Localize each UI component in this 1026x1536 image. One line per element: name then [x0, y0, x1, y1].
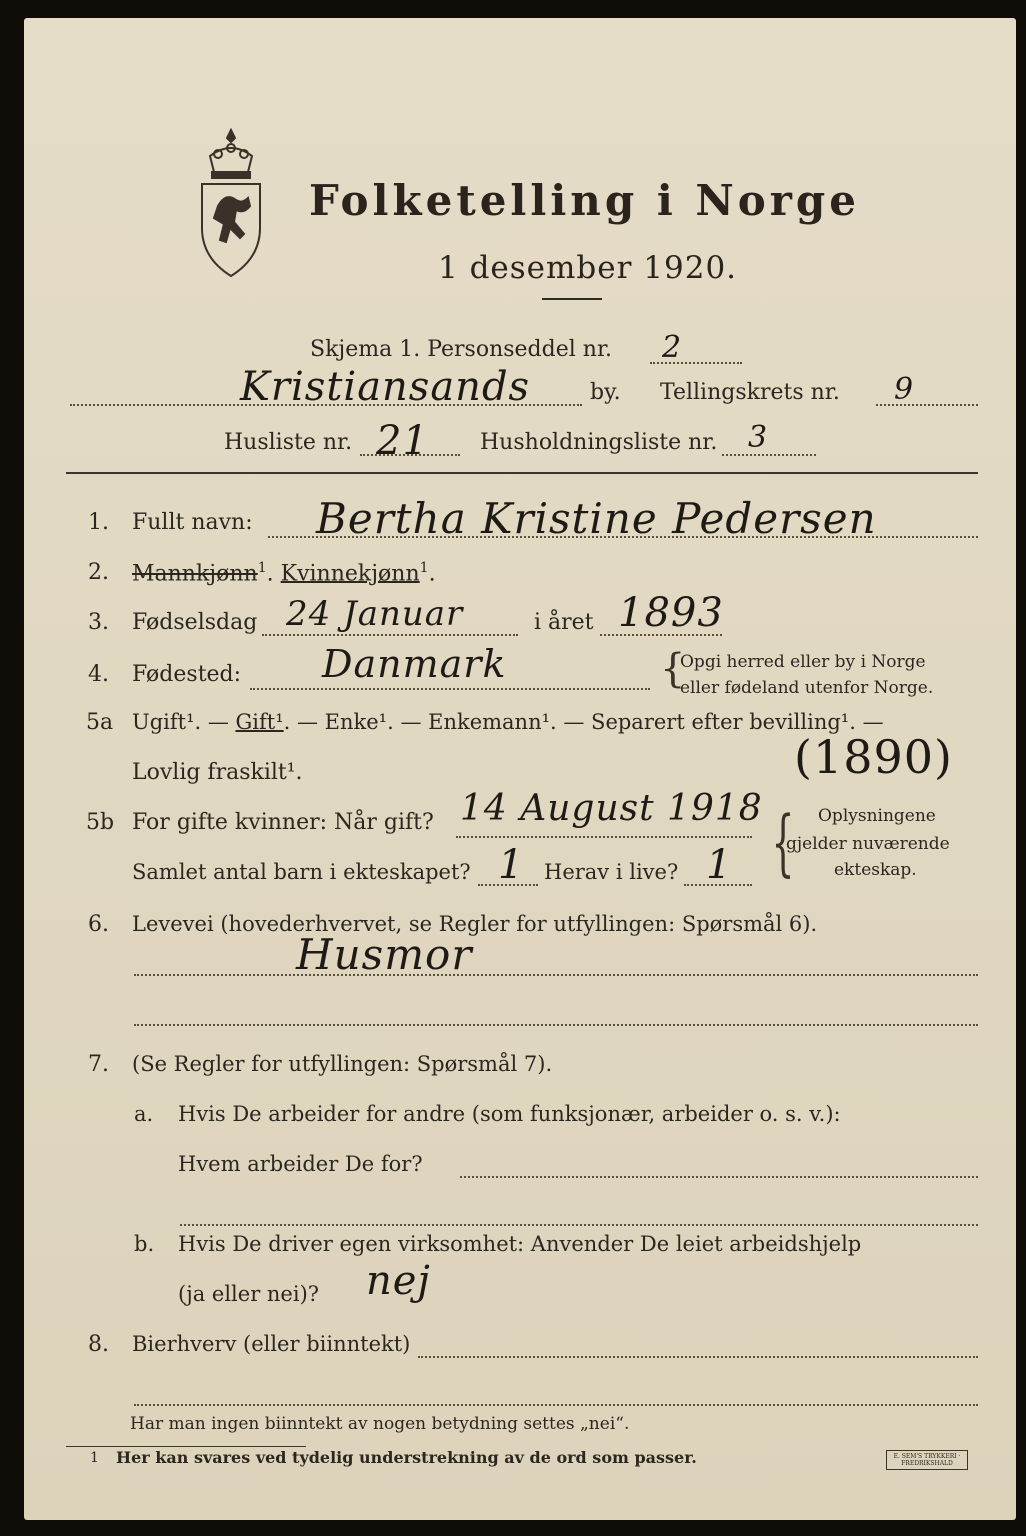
q3-number: 3.	[88, 610, 109, 635]
q5b-label: For gifte kvinner: Når gift?	[132, 810, 434, 835]
q3-year-value[interactable]: 1893	[618, 590, 724, 636]
footer-note: Har man ingen biinntekt av nogen betydning settes „nei“.	[130, 1414, 630, 1434]
q5a-line2: Lovlig fraskilt¹.	[132, 760, 303, 785]
q2-gender	[132, 560, 436, 586]
husholdning-label: Husholdningsliste nr.	[480, 430, 718, 455]
q5a-ugift[interactable]: Ugift¹. —	[132, 710, 236, 734]
q5b-married-line	[456, 836, 752, 838]
title-divider	[542, 298, 602, 300]
q8-number: 8.	[88, 1332, 109, 1357]
q7a-letter: a.	[134, 1102, 154, 1126]
form-title: Folketelling i Norge	[309, 176, 861, 225]
q5a-annotation: (1890)	[794, 730, 953, 784]
tellingskrets-value[interactable]: 9	[894, 372, 915, 407]
q6-number: 6.	[88, 912, 109, 937]
census-date: 1 desember 1920.	[438, 250, 738, 286]
q5a-rest: . — Enke¹. — Enkemann¹. — Separert efter bevilling¹. —	[283, 710, 884, 734]
q2-female-footnote: 1	[419, 560, 429, 576]
q2-female-option[interactable]: Kvinnekjønn	[280, 561, 420, 587]
q6-line2	[134, 1024, 978, 1026]
q2-male-footnote: 1	[257, 560, 267, 576]
q7b-value[interactable]: nej	[366, 1258, 431, 1304]
by-label: by.	[590, 380, 621, 405]
q4-line	[250, 688, 650, 690]
printer-stamp: E. SEM'S TRYKKERI · FREDRIKSHALD	[886, 1450, 968, 1470]
q7-label: (Se Regler for utfyllingen: Spørsmål 7).	[132, 1052, 553, 1076]
husliste-value[interactable]: 21	[376, 418, 429, 464]
q5b-note-line1: Oplysningene	[818, 806, 936, 826]
q5b-alive-label: Herav i live?	[544, 860, 679, 884]
header-divider	[66, 472, 978, 474]
q2-number: 2.	[88, 560, 109, 585]
q8-label: Bierhverv (eller biinntekt)	[132, 1332, 411, 1356]
footnote-text: Her kan svares ved tydelig understrekning av de ord som passer.	[116, 1448, 697, 1467]
q4-label: Fødested:	[132, 662, 242, 687]
city-value[interactable]: Kristiansands	[240, 364, 531, 410]
q7b-text: Hvis De driver egen virksomhet: Anvender De leiet arbeidshjelp	[178, 1232, 862, 1256]
q6-occupation-value[interactable]: Husmor	[296, 930, 473, 979]
q5b-note-brace: {	[771, 800, 795, 884]
q4-number: 4.	[88, 662, 109, 687]
q1-full-name-value[interactable]: Bertha Kristine Pedersen	[316, 494, 877, 543]
footnote-mark: 1	[90, 1450, 99, 1466]
q4-note-line2: eller fødeland utenfor Norge.	[680, 678, 934, 698]
q7-number: 7.	[88, 1052, 109, 1077]
q5b-note-line3: ekteskap.	[834, 860, 917, 880]
skjema-label: Skjema 1. Personseddel nr.	[310, 337, 613, 362]
q3-year-label: i året	[534, 610, 594, 635]
q4-note-brace: {	[660, 646, 686, 692]
q2-dot-2: .	[428, 561, 436, 587]
personseddel-value[interactable]: 2	[662, 330, 683, 365]
q5b-children-value[interactable]: 1	[498, 842, 525, 888]
husholdning-value[interactable]: 3	[748, 420, 769, 455]
q7a-line2	[180, 1224, 978, 1226]
q5b-children-label: Samlet antal barn i ekteskapet?	[132, 860, 471, 884]
q5b-alive-value[interactable]: 1	[706, 842, 733, 888]
q3-label: Fødselsdag	[132, 610, 258, 635]
q5a-number: 5a	[86, 710, 114, 735]
tellingskrets-line	[876, 404, 978, 406]
q5b-note-line2: gjelder nuværende	[786, 834, 950, 854]
q3-day-line	[262, 634, 518, 636]
q7b-question: (ja eller nei)?	[178, 1282, 320, 1306]
q4-note-line1: Opgi herred eller by i Norge	[680, 652, 926, 672]
q5a-marital-status	[132, 710, 884, 734]
q3-birthday-value[interactable]: 24 Januar	[286, 594, 464, 634]
q6-line1	[134, 974, 978, 976]
q7a-line1	[460, 1176, 978, 1178]
husholdning-line	[722, 454, 816, 456]
q5a-gift-option[interactable]: Gift¹	[235, 710, 284, 734]
census-form-sheet	[24, 18, 1016, 1520]
footnote-divider	[66, 1446, 306, 1447]
q5b-number: 5b	[86, 810, 115, 835]
tellingskrets-label: Tellingskrets nr.	[660, 380, 840, 405]
q8-line2	[134, 1404, 978, 1406]
q2-male-option[interactable]: Mannkjønn	[132, 561, 258, 587]
q8-line1	[418, 1356, 978, 1358]
q1-label: Fullt navn:	[132, 510, 253, 535]
q5b-married-value[interactable]: 14 August 1918	[460, 788, 763, 829]
q6-label: Levevei (hovederhvervet, se Regler for utfyllingen: Spørsmål 6).	[132, 912, 818, 936]
q7b-letter: b.	[134, 1232, 155, 1256]
q2-dot: .	[266, 561, 274, 587]
husliste-label: Husliste nr.	[224, 430, 353, 455]
q4-birthplace-value[interactable]: Danmark	[322, 642, 507, 686]
q7a-text: Hvis De arbeider for andre (som funksjonær, arbeider o. s. v.):	[178, 1102, 841, 1126]
q7a-question: Hvem arbeider De for?	[178, 1152, 423, 1176]
coat-of-arms-icon	[188, 126, 274, 282]
q1-number: 1.	[88, 510, 109, 535]
